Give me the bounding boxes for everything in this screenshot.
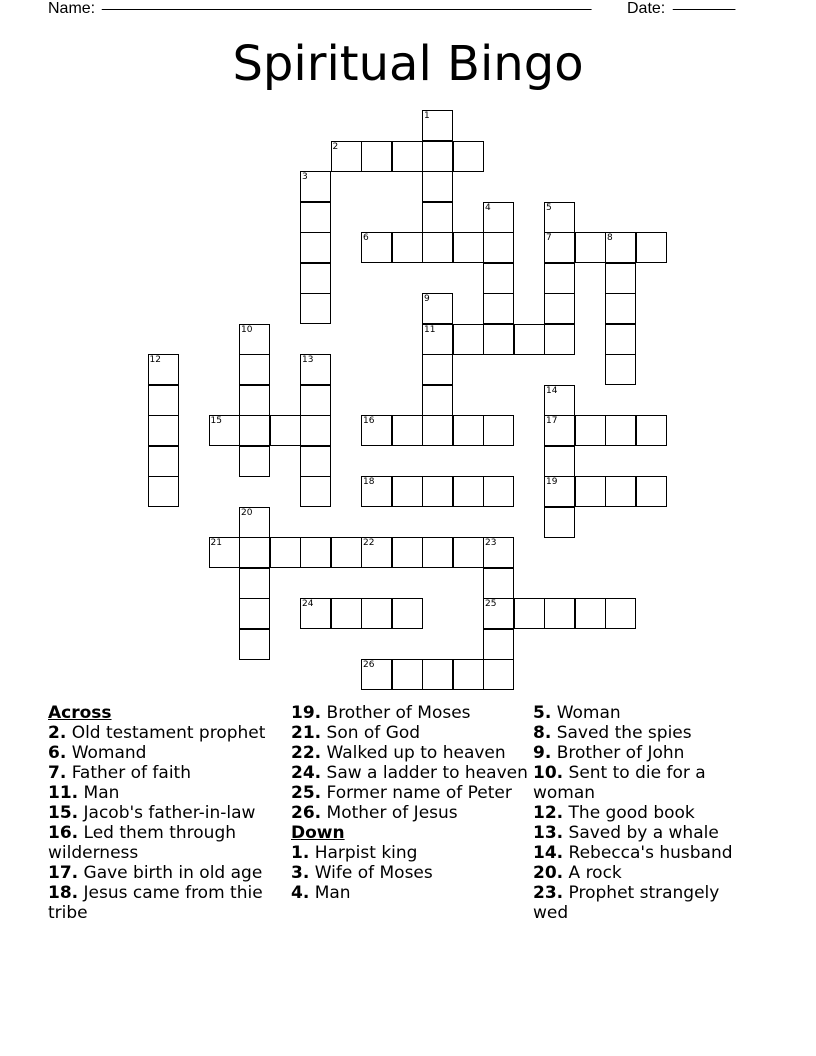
clue-item xyxy=(291,803,531,823)
clue-item-number: 11. xyxy=(48,783,79,803)
clue-number: 26 xyxy=(363,660,375,670)
clue-number: 25 xyxy=(485,599,497,609)
clue-number: 12 xyxy=(149,355,161,365)
clue-number: 16 xyxy=(363,416,375,426)
clue-item-text: Old testament prophet xyxy=(71,723,266,743)
clue-item xyxy=(533,823,733,843)
crossword-cell[interactable] xyxy=(239,385,270,416)
crossword-cell[interactable] xyxy=(575,415,606,446)
crossword-cell[interactable] xyxy=(331,141,362,172)
down-clues-list xyxy=(291,843,531,903)
crossword-cell[interactable] xyxy=(209,537,240,568)
clue-item-number: 16. xyxy=(48,823,79,843)
clue-item xyxy=(291,783,531,803)
clue-number: 6 xyxy=(363,233,369,243)
clue-item xyxy=(48,863,288,883)
clue-item-number: 18. xyxy=(48,883,79,903)
crossword-cell[interactable] xyxy=(483,263,514,294)
crossword-cell[interactable] xyxy=(575,476,606,507)
clues-column-1 xyxy=(48,703,288,923)
crossword-cell[interactable] xyxy=(239,324,270,355)
across-clues-list xyxy=(48,723,288,923)
clue-item-text: Prophet strangely wed xyxy=(533,883,720,923)
crossword-cell[interactable] xyxy=(605,415,636,446)
crossword-cell[interactable] xyxy=(300,232,331,263)
crossword-cell[interactable] xyxy=(422,415,453,446)
crossword-cell[interactable] xyxy=(239,354,270,385)
crossword-cell[interactable] xyxy=(422,385,453,416)
clue-item xyxy=(533,843,733,863)
name-label: Name: xyxy=(48,0,96,17)
clue-item xyxy=(48,743,288,763)
crossword-cell[interactable] xyxy=(483,568,514,599)
crossword-cell[interactable] xyxy=(300,293,331,324)
clue-number: 22 xyxy=(363,538,375,548)
crossword-cell[interactable] xyxy=(544,385,575,416)
crossword-cell[interactable] xyxy=(239,537,270,568)
crossword-cell[interactable] xyxy=(239,415,270,446)
crossword-cell[interactable] xyxy=(392,476,423,507)
clue-item-number: 12. xyxy=(533,803,564,823)
clue-item-number: 9. xyxy=(533,743,552,763)
crossword-cell[interactable] xyxy=(422,232,453,263)
crossword-cell[interactable] xyxy=(544,415,575,446)
clue-item xyxy=(291,743,531,763)
crossword-cell[interactable] xyxy=(544,446,575,477)
crossword-cell[interactable] xyxy=(453,476,484,507)
crossword-cell[interactable] xyxy=(422,293,453,324)
clue-item-number: 26. xyxy=(291,803,322,823)
clue-item-number: 22. xyxy=(291,743,322,763)
clue-item-number: 10. xyxy=(533,763,564,783)
clue-item-text: Mother of Jesus xyxy=(326,803,458,823)
down-heading: Down xyxy=(291,823,345,843)
crossword-cell[interactable] xyxy=(544,476,575,507)
crossword-cell[interactable] xyxy=(605,324,636,355)
clue-item-text: Woman xyxy=(556,703,621,723)
crossword-cell[interactable] xyxy=(392,659,423,690)
crossword-cell[interactable] xyxy=(422,324,453,355)
clue-number: 17 xyxy=(546,416,558,426)
crossword-cell[interactable] xyxy=(483,232,514,263)
clue-item-number: 1. xyxy=(291,843,310,863)
clue-item-text: The good book xyxy=(568,803,695,823)
clue-item xyxy=(48,883,288,923)
clue-item xyxy=(533,863,733,883)
clue-item-number: 14. xyxy=(533,843,564,863)
crossword-cell[interactable] xyxy=(575,598,606,629)
crossword-cell[interactable] xyxy=(605,232,636,263)
crossword-cell[interactable] xyxy=(300,171,331,202)
crossword-cell[interactable] xyxy=(300,202,331,233)
clue-item-text: Saved the spies xyxy=(556,723,692,743)
clue-item-number: 6. xyxy=(48,743,67,763)
clue-item-text: Jesus came from thie tribe xyxy=(48,883,263,923)
crossword-cell[interactable] xyxy=(422,171,453,202)
crossword-cell[interactable] xyxy=(239,629,270,660)
clue-item xyxy=(291,863,531,883)
crossword-cell[interactable] xyxy=(575,232,606,263)
clue-number: 20 xyxy=(241,507,253,518)
clues-column-3 xyxy=(533,703,733,923)
crossword-cell[interactable] xyxy=(239,568,270,599)
crossword-cell[interactable] xyxy=(605,293,636,324)
clue-item-text: Saw a ladder to heaven xyxy=(326,763,528,783)
crossword-cell[interactable] xyxy=(392,598,423,629)
crossword-cell[interactable] xyxy=(636,476,667,507)
crossword-cell[interactable] xyxy=(605,263,636,294)
clue-item-text: Gave birth in old age xyxy=(83,863,263,883)
clue-number: 10 xyxy=(241,324,253,335)
crossword-cell[interactable] xyxy=(270,415,301,446)
clue-item-text: Rebecca's husband xyxy=(568,843,733,863)
crossword-cell[interactable] xyxy=(148,476,179,507)
clue-item xyxy=(291,843,531,863)
crossword-cell[interactable] xyxy=(605,354,636,385)
clue-item xyxy=(533,883,733,923)
crossword-cell[interactable] xyxy=(422,141,453,172)
clue-item-number: 4. xyxy=(291,883,310,903)
crossword-cell[interactable] xyxy=(544,263,575,294)
crossword-cell[interactable] xyxy=(361,232,392,263)
clue-item-number: 20. xyxy=(533,863,564,883)
crossword-cell[interactable] xyxy=(148,354,179,385)
date-line[interactable]: _______ xyxy=(673,0,736,11)
crossword-cell[interactable] xyxy=(361,415,392,446)
crossword-cell[interactable] xyxy=(483,659,514,690)
clue-item xyxy=(48,783,288,803)
clue-item xyxy=(533,743,733,763)
crossword-cell[interactable] xyxy=(361,141,392,172)
crossword-cell[interactable] xyxy=(300,385,331,416)
crossword-cell[interactable] xyxy=(392,415,423,446)
clue-item-text: Former name of Peter xyxy=(326,783,512,803)
crossword-cell[interactable] xyxy=(422,110,453,141)
clue-item-text: Led them through wilderness xyxy=(48,823,237,863)
crossword-cell[interactable] xyxy=(300,537,331,568)
crossword-cell[interactable] xyxy=(544,232,575,263)
crossword-cell[interactable] xyxy=(300,476,331,507)
crossword-cell[interactable] xyxy=(453,141,484,172)
crossword-cell[interactable] xyxy=(239,507,270,538)
crossword-cell[interactable] xyxy=(483,293,514,324)
clue-item xyxy=(291,703,531,723)
clue-item-number: 15. xyxy=(48,803,79,823)
page-title: Spiritual Bingo xyxy=(232,36,584,92)
across-heading: Across xyxy=(48,703,112,723)
clue-number: 8 xyxy=(607,233,613,243)
clue-number: 15 xyxy=(210,416,222,426)
clue-item-number: 13. xyxy=(533,823,564,843)
clue-item-text: A rock xyxy=(568,863,622,883)
clue-number: 11 xyxy=(424,324,436,335)
crossword-cell[interactable] xyxy=(361,537,392,568)
clue-item-number: 25. xyxy=(291,783,322,803)
clue-item-number: 19. xyxy=(291,703,322,723)
clue-item-number: 3. xyxy=(291,863,310,883)
crossword-cell[interactable] xyxy=(300,354,331,385)
crossword-cell[interactable] xyxy=(392,141,423,172)
clue-item-text: Jacob's father-in-law xyxy=(83,803,256,823)
clue-number: 7 xyxy=(546,233,552,243)
clue-item-number: 5. xyxy=(533,703,552,723)
crossword-cell[interactable] xyxy=(392,537,423,568)
clue-item-text: Man xyxy=(314,883,351,903)
crossword-cell[interactable] xyxy=(483,629,514,660)
crossword-cell[interactable] xyxy=(300,446,331,477)
crossword-cell[interactable] xyxy=(392,232,423,263)
clue-item xyxy=(291,883,531,903)
clue-item-number: 21. xyxy=(291,723,322,743)
crossword-cell[interactable] xyxy=(361,659,392,690)
crossword-cell[interactable] xyxy=(636,232,667,263)
clue-number: 19 xyxy=(546,477,558,487)
down-clues-list-continued xyxy=(533,703,733,923)
clue-number: 23 xyxy=(485,538,497,548)
clue-item xyxy=(48,763,288,783)
crossword-cell[interactable] xyxy=(422,659,453,690)
clues-column-2 xyxy=(291,703,531,903)
crossword-cell[interactable] xyxy=(544,202,575,233)
clue-item-number: 8. xyxy=(533,723,552,743)
crossword-cell[interactable] xyxy=(636,415,667,446)
crossword-cell[interactable] xyxy=(361,598,392,629)
crossword-cell[interactable] xyxy=(422,476,453,507)
crossword-cell[interactable] xyxy=(483,415,514,446)
clue-number: 13 xyxy=(302,355,314,365)
clue-item xyxy=(533,763,733,803)
clue-item-text: Brother of Moses xyxy=(326,703,471,723)
clue-item-text: Sent to die for a woman xyxy=(533,763,706,803)
crossword-cell[interactable] xyxy=(453,232,484,263)
clue-item xyxy=(48,723,288,743)
crossword-cell[interactable] xyxy=(514,324,545,355)
clue-item-text: Walked up to heaven xyxy=(326,743,506,763)
clue-item xyxy=(48,803,288,823)
crossword-cell[interactable] xyxy=(239,446,270,477)
clue-number: 5 xyxy=(546,202,552,213)
crossword-cell[interactable] xyxy=(209,415,240,446)
crossword-cell[interactable] xyxy=(331,537,362,568)
clue-item-text: Man xyxy=(83,783,120,803)
crossword-cell[interactable] xyxy=(453,324,484,355)
clue-number: 4 xyxy=(485,202,491,213)
clue-item-text: Womand xyxy=(71,743,147,763)
crossword-cell[interactable] xyxy=(148,446,179,477)
clue-item-number: 23. xyxy=(533,883,564,903)
crossword-cell[interactable] xyxy=(148,415,179,446)
clue-item-text: Father of faith xyxy=(71,763,191,783)
crossword-cell[interactable] xyxy=(422,354,453,385)
clue-number: 1 xyxy=(424,111,430,121)
clue-item-number: 7. xyxy=(48,763,67,783)
crossword-cell[interactable] xyxy=(544,507,575,538)
clue-item xyxy=(533,703,733,723)
crossword-cell[interactable] xyxy=(270,537,301,568)
crossword-cell[interactable] xyxy=(605,476,636,507)
crossword-cell[interactable] xyxy=(453,659,484,690)
crossword-cell[interactable] xyxy=(148,385,179,416)
crossword-cell[interactable] xyxy=(422,202,453,233)
crossword-cell[interactable] xyxy=(514,598,545,629)
clue-item xyxy=(533,803,733,823)
across-clues-list-continued xyxy=(291,703,531,823)
crossword-cell[interactable] xyxy=(483,476,514,507)
crossword-cell[interactable] xyxy=(300,415,331,446)
crossword-cell[interactable] xyxy=(544,324,575,355)
crossword-cell[interactable] xyxy=(300,263,331,294)
clue-item-text: Brother of John xyxy=(556,743,685,763)
name-line[interactable]: _______________________________________________________ xyxy=(102,0,592,11)
crossword-cell[interactable] xyxy=(605,598,636,629)
clue-number: 9 xyxy=(424,294,430,304)
clue-number: 3 xyxy=(302,172,308,182)
crossword-cell[interactable] xyxy=(361,476,392,507)
clue-number: 2 xyxy=(332,141,339,152)
crossword-cell[interactable] xyxy=(483,537,514,568)
crossword-cell[interactable] xyxy=(300,598,331,629)
crossword-cell[interactable] xyxy=(239,598,270,629)
clue-item xyxy=(48,823,288,863)
clue-number: 21 xyxy=(210,538,222,548)
clue-number: 24 xyxy=(302,599,314,609)
clue-item-text: Wife of Moses xyxy=(314,863,433,883)
clue-item-text: Harpist king xyxy=(314,843,418,863)
crossword-cell[interactable] xyxy=(422,537,453,568)
crossword-cell[interactable] xyxy=(544,598,575,629)
clue-item xyxy=(533,723,733,743)
clue-item-text: Saved by a whale xyxy=(568,823,719,843)
clue-item-number: 17. xyxy=(48,863,79,883)
clue-item xyxy=(291,723,531,743)
crossword-cell[interactable] xyxy=(483,598,514,629)
crossword-cell[interactable] xyxy=(453,415,484,446)
crossword-cell[interactable] xyxy=(483,202,514,233)
clue-item-text: Son of God xyxy=(326,723,421,743)
clue-item-number: 2. xyxy=(48,723,67,743)
date-label: Date: xyxy=(627,0,666,17)
crossword-cell[interactable] xyxy=(483,324,514,355)
clue-number: 14 xyxy=(546,385,558,396)
clue-item-number: 24. xyxy=(291,763,322,783)
crossword-cell[interactable] xyxy=(453,537,484,568)
clue-number: 18 xyxy=(363,477,375,487)
clue-item xyxy=(291,763,531,783)
crossword-cell[interactable] xyxy=(544,293,575,324)
crossword-cell[interactable] xyxy=(331,598,362,629)
